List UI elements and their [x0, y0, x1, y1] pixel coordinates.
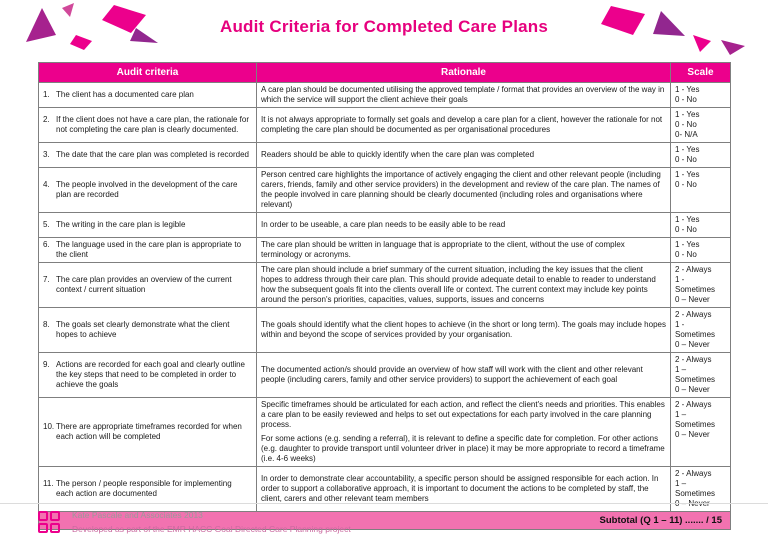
scale-option: 0- N/A [675, 130, 698, 139]
table-row [39, 143, 731, 168]
rationale-paragraph: The goals should identify what the client hopes to achieve (in the short or long term). The goals may include hopes within and beyond the scope of services provided by your organisation. [261, 320, 666, 339]
table-row [39, 238, 731, 263]
scale-option: 2 - Always [675, 469, 712, 478]
page-footer [0, 503, 768, 536]
scale-option: 0 – Never [675, 499, 710, 508]
scale-option: 0 – Never [675, 295, 710, 304]
rationale-cell [257, 398, 671, 467]
criteria-cell [39, 168, 257, 213]
scale-cell [671, 213, 731, 238]
rationale-cell [257, 308, 671, 353]
criteria-text: The care plan provides an overview of the current context / current situation [56, 275, 232, 294]
scale-option: 1 - Yes [675, 240, 700, 249]
rationale-cell [257, 108, 671, 143]
rationale-paragraph: Specific timeframes should be articulated for each action, and reflect the client's needs and priorities. This enables a care plan to be easily reviewed and helps to set out expectations for each party involved in the care planning process. [261, 400, 665, 429]
criteria-cell [39, 263, 257, 308]
scale-option: 2 - Always [675, 400, 712, 409]
criteria-text: The client has a documented care plan [56, 90, 194, 99]
scale-option: 0 – Never [675, 340, 710, 349]
column-header-audit-criteria: Audit criteria [39, 63, 257, 83]
subtotal-label: Subtotal (Q 1 – 11) ....... / 15 [599, 515, 722, 526]
table-row [39, 213, 731, 238]
scale-option: 1 - Yes [675, 170, 700, 179]
scale-cell [671, 168, 731, 213]
rationale-cell [257, 353, 671, 398]
rationale-paragraph: In order to demonstrate clear accountability, a specific person should be assigned responsible for each action. In order to support a collaborative approach, it is important to document the actions to be completed by staff, the client, carers and other relevant team members [261, 474, 659, 503]
audit-table [38, 62, 731, 530]
rationale-cell [257, 263, 671, 308]
scale-option: 0 - No [675, 120, 697, 129]
criteria-text: The language used in the care plan is appropriate to the client [56, 240, 242, 259]
table-row [39, 353, 731, 398]
table-row [39, 168, 731, 213]
criteria-text: The date that the care plan was completed is recorded [56, 150, 249, 159]
table-row [39, 108, 731, 143]
criteria-text: The person / people responsible for implementing each action are documented [56, 479, 232, 498]
scale-option: 0 - No [675, 95, 697, 104]
row-number: 1. [43, 90, 50, 99]
scale-option: 1 - Yes [675, 85, 700, 94]
page-title: Audit Criteria for Completed Care Plans [219, 17, 549, 36]
scale-cell [671, 398, 731, 467]
scale-cell [671, 108, 731, 143]
rationale-paragraph: Readers should be able to quickly identify when the care plan was completed [261, 150, 535, 159]
row-number: 7. [43, 275, 50, 284]
scale-cell [671, 143, 731, 168]
row-number: 2. [43, 115, 50, 124]
scale-option: 2 - Always [675, 355, 712, 364]
table-row [39, 83, 731, 108]
row-number: 10. [43, 422, 55, 431]
table-row [39, 263, 731, 308]
table-body [39, 83, 731, 512]
row-number: 3. [43, 150, 50, 159]
rationale-paragraph: It is not always appropriate to formally set goals and develop a care plan for a client, however the rationale for not completing the care plan should be documented as per organisational procedures [261, 115, 663, 134]
scale-cell [671, 238, 731, 263]
criteria-cell [39, 143, 257, 168]
criteria-text: If the client does not have a care plan, the rationale for not completing the care plan is clearly documented. [56, 115, 250, 134]
criteria-cell [39, 213, 257, 238]
table-row [39, 398, 731, 467]
rationale-paragraph: The documented action/s should provide an overview of how staff will work with the client and other relevant people (including carers, family and other service providers) to support the achievement of each goal [261, 365, 643, 384]
criteria-text: The writing in the care plan is legible [56, 220, 186, 229]
scale-option: 2 - Always [675, 265, 712, 274]
row-number: 5. [43, 220, 50, 229]
footer-copyright: Kate Pascale and Associates 2013 [72, 510, 203, 520]
criteria-text: The goals set clearly demonstrate what the client hopes to achieve [56, 320, 230, 339]
row-number: 6. [43, 240, 50, 249]
scale-option: 0 – Never [675, 430, 710, 439]
scale-option: 1 - Yes [675, 145, 700, 154]
criteria-text: Actions are recorded for each goal and clearly outline the key steps that need to be completed in order to achieve the goals [56, 360, 245, 389]
scale-option: 1 – Sometimes [675, 410, 716, 429]
rationale-paragraph: The care plan should be written in language that is appropriate to the client, without the use of complex terminology or acronyms. [261, 240, 625, 259]
scale-option: 0 - No [675, 250, 697, 259]
column-header-rationale: Rationale [257, 63, 671, 83]
scale-option: 0 – Never [675, 385, 710, 394]
rationale-paragraph: The care plan should include a brief summary of the current situation, including the key issues that the client hopes to address through their care plan. This should provide adequate detail to enable to reader to understand how the subsequent goals fit into the clients overall life or context. The current context may include key points around the person's priorities, capacities, values, supports, issues and concerns [261, 265, 656, 304]
criteria-text: There are appropriate timeframes recorded for when each action will be completed [56, 422, 242, 441]
rationale-cell [257, 143, 671, 168]
kpa-logo [38, 511, 63, 536]
criteria-cell [39, 308, 257, 353]
scale-option: 2 - Always [675, 310, 712, 319]
scale-option: 1 – Sometimes [675, 479, 716, 498]
scale-cell [671, 308, 731, 353]
scale-cell [671, 353, 731, 398]
criteria-cell [39, 353, 257, 398]
criteria-cell [39, 398, 257, 467]
scale-option: 1 - Yes [675, 110, 700, 119]
rationale-paragraph: Person centred care highlights the importance of actively engaging the client and other relevant people (including carers, friends, family and other service providers) in the development and review of the care plan. The names of the people involved in care planning should be clearly documented (including roles and organisations where relevant) [261, 170, 661, 209]
criteria-cell [39, 238, 257, 263]
criteria-cell [39, 108, 257, 143]
row-number: 4. [43, 180, 50, 189]
rationale-paragraph: In order to be useable, a care plan needs to be easily able to be read [261, 220, 506, 229]
scale-cell [671, 83, 731, 108]
scale-option: 1 - Sometimes [675, 275, 716, 294]
row-number: 8. [43, 320, 50, 329]
rationale-cell [257, 238, 671, 263]
rationale-cell [257, 168, 671, 213]
scale-option: 1 - Sometimes [675, 320, 716, 339]
row-number: 9. [43, 360, 50, 369]
criteria-text: The people involved in the development of the care plan are recorded [56, 180, 238, 199]
table-row [39, 308, 731, 353]
scale-option: 0 - No [675, 180, 697, 189]
scale-option: 0 - No [675, 155, 697, 164]
column-header-scale: Scale [671, 63, 731, 83]
scale-option: 1 - Yes [675, 215, 700, 224]
scale-option: 1 – Sometimes [675, 365, 716, 384]
scale-cell [671, 263, 731, 308]
rationale-cell [257, 213, 671, 238]
rationale-paragraph: A care plan should be documented utilising the approved template / format that provides an overview of the way in which the service will support the client achieve their goals [261, 85, 665, 104]
scale-option: 0 - No [675, 225, 697, 234]
rationale-cell [257, 83, 671, 108]
row-number: 11. [43, 479, 54, 488]
criteria-cell [39, 83, 257, 108]
header-row [39, 63, 731, 83]
rationale-paragraph: For some actions (e.g. sending a referral), it is relevant to define a specific date for completion. For other actions (e.g. daughter to provide transport until volunteer driver in place) it may be more appropriate to record a timeframe (i.e. 4-6 weeks) [261, 434, 665, 463]
footer-project: Developed as part of the EMR HACC Goal Directed Care Planning project [72, 524, 351, 534]
